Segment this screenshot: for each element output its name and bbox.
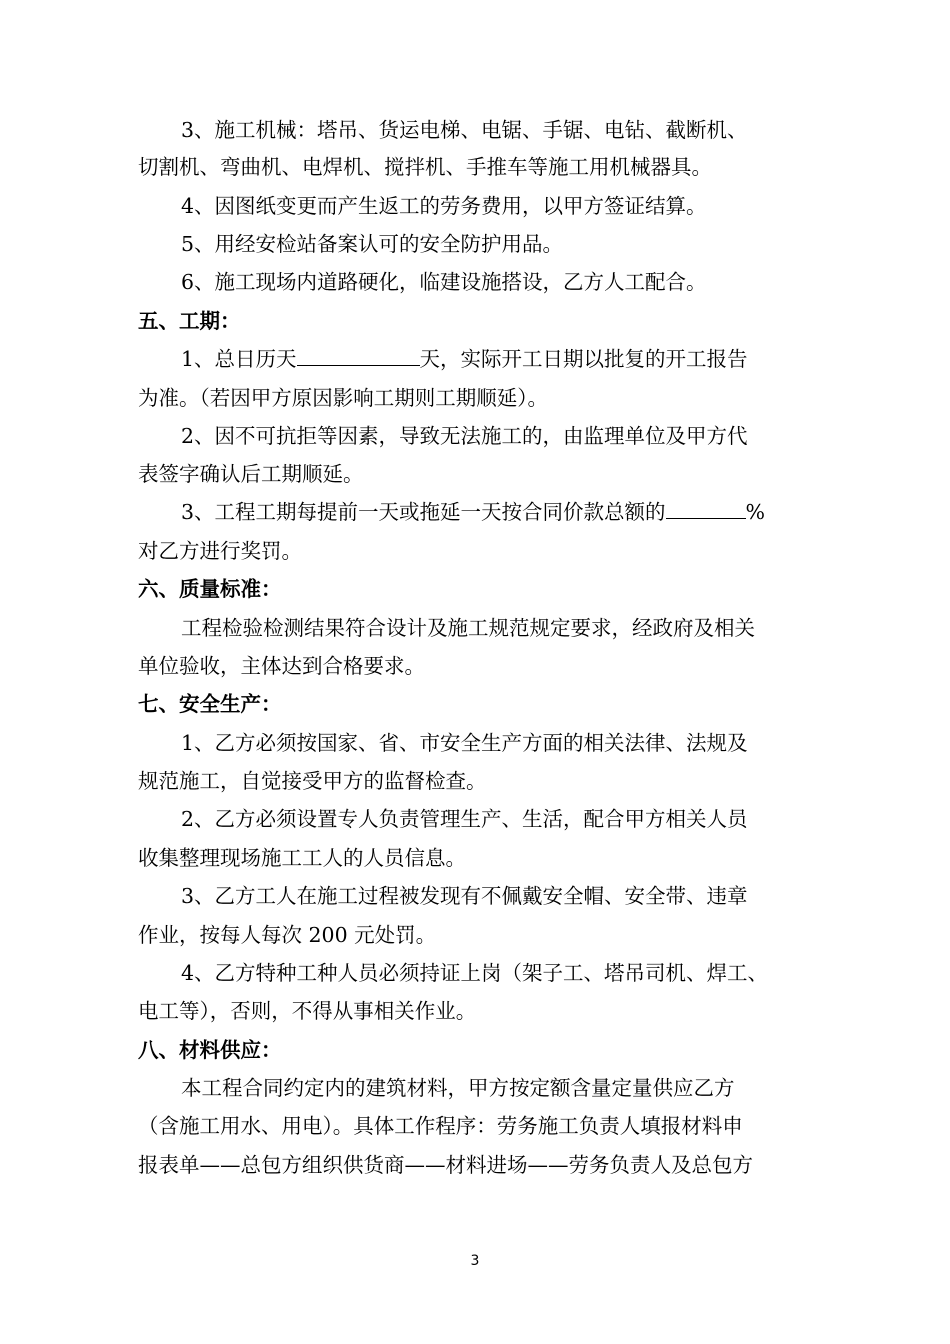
text-line: 5、用经安检站备案认可的安全防护用品。 [181,232,564,256]
text-line: 4、因图纸变更而产生返工的劳务费用，以甲方签证结算。 [181,194,707,218]
text-line: 3、乙方工人在施工过程被发现有不佩戴安全帽、安全带、违章 [181,884,748,908]
text-line: 作业，按每人每次 200 元处罚。 [138,923,437,947]
fill-in-blank [297,345,420,366]
text-line: 电工等），否则，不得从事相关作业。 [138,999,477,1023]
text-line: 1、乙方必须按国家、省、市安全生产方面的相关法律、法规及 [181,731,748,755]
text-line: 为准。（若因甲方原因影响工期则工期顺延）。 [138,386,548,410]
text-segment: 3、工程工期每提前一天或拖延一天按合同价款总额的 [181,500,666,524]
text-segment: 1、总日历天 [181,347,297,371]
text-line: 本工程合同约定内的建筑材料，甲方按定额含量定量供应乙方 [181,1076,735,1100]
text-line: 工程检验检测结果符合设计及施工规范规定要求，经政府及相关 [181,616,755,640]
fill-in-blank [666,498,746,519]
text-line: 报表单——总包方组织供货商——材料进场——劳务负责人及总包方 [138,1153,753,1177]
text-line: 单位验收，主体达到合格要求。 [138,654,425,678]
text-line: 2、因不可抗拒等因素，导致无法施工的，由监理单位及甲方代 [181,424,748,448]
text-line: 3、施工机械：塔吊、货运电梯、电锯、手锯、电钻、截断机、 [181,118,748,142]
text-line: 6、施工现场内道路硬化，临建设施搭设，乙方人工配合。 [181,270,707,294]
text-line-with-blank [181,498,765,526]
text-line: 2、乙方必须设置专人负责管理生产、生活，配合甲方相关人员 [181,807,748,831]
text-line: 对乙方进行奖罚。 [138,539,302,563]
text-segment: 天，实际开工日期以批复的开工报告 [419,347,748,371]
section-heading-safety: 七、安全生产： [138,692,282,716]
section-heading-materials: 八、材料供应： [138,1038,282,1062]
text-line: 收集整理现场施工工人的人员信息。 [138,846,466,870]
section-heading-quality: 六、质量标准： [138,577,282,601]
percent-sign: % [745,500,766,524]
text-line-with-blank [181,345,748,373]
section-heading-schedule: 五、工期： [138,309,241,333]
text-line: 表签字确认后工期顺延。 [138,462,364,486]
page-number: 3 [470,1253,480,1269]
text-line: 4、乙方特种工种人员必须持证上岗（架子工、塔吊司机、焊工、 [181,961,769,985]
text-line: （含施工用水、用电）。具体工作程序：劳务施工负责人填报材料申 [138,1114,743,1138]
text-line: 规范施工，自觉接受甲方的监督检查。 [138,769,487,793]
text-line: 切割机、弯曲机、电焊机、搅拌机、手推车等施工用机械器具。 [138,155,712,179]
